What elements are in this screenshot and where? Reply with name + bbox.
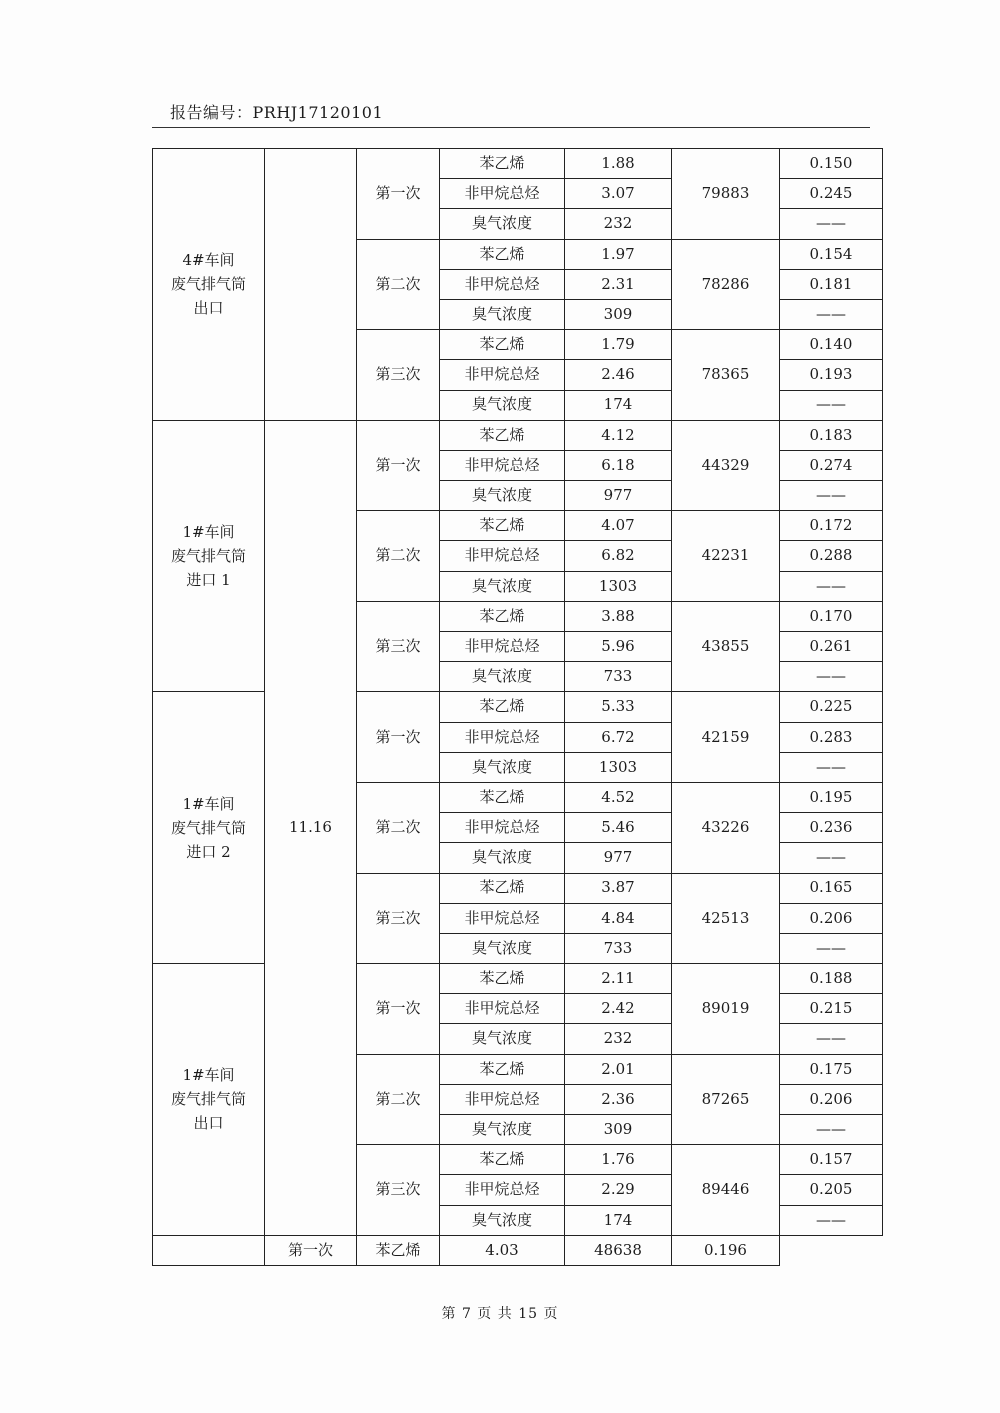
pollutant-cell: 臭气浓度 bbox=[440, 209, 565, 239]
flow-rate-cell: 42159 bbox=[672, 692, 780, 783]
pollutant-cell: 苯乙烯 bbox=[440, 964, 565, 994]
location-cell bbox=[153, 964, 265, 1236]
pollutant-cell: 臭气浓度 bbox=[440, 1115, 565, 1145]
concentration-cell: 4.12 bbox=[565, 420, 672, 450]
pollutant-cell: 非甲烷总烃 bbox=[440, 903, 565, 933]
flow-rate-cell: 89019 bbox=[672, 964, 780, 1055]
concentration-cell: 1303 bbox=[565, 571, 672, 601]
round-cell: 第三次 bbox=[357, 1145, 440, 1236]
round-cell: 第一次 bbox=[357, 964, 440, 1055]
pollutant-cell: 臭气浓度 bbox=[440, 1205, 565, 1235]
concentration-cell: 1.88 bbox=[565, 149, 672, 179]
pollutant-cell: 苯乙烯 bbox=[440, 1145, 565, 1175]
flow-rate-cell: 42231 bbox=[672, 511, 780, 602]
emission-rate-cell: 0.175 bbox=[780, 1054, 883, 1084]
round-cell: 第二次 bbox=[357, 1054, 440, 1145]
emission-rate-cell: 0.172 bbox=[780, 511, 883, 541]
concentration-cell: 309 bbox=[565, 1115, 672, 1145]
concentration-cell: 4.52 bbox=[565, 782, 672, 812]
emission-rate-cell: 0.196 bbox=[672, 1235, 780, 1265]
pollutant-cell: 非甲烷总烃 bbox=[440, 1084, 565, 1114]
concentration-cell: 232 bbox=[565, 209, 672, 239]
pollutant-cell: 苯乙烯 bbox=[440, 692, 565, 722]
table-row bbox=[153, 1235, 883, 1265]
emission-rate-cell: —— bbox=[780, 843, 883, 873]
location-line: 4#车间 bbox=[182, 251, 235, 270]
concentration-cell: 1.97 bbox=[565, 239, 672, 269]
date-cell: 11.16 bbox=[265, 420, 357, 1235]
pollutant-cell: 非甲烷总烃 bbox=[440, 179, 565, 209]
location-line: 废气排气筒 bbox=[170, 275, 246, 294]
pollutant-cell: 臭气浓度 bbox=[440, 390, 565, 420]
emission-rate-cell: —— bbox=[780, 481, 883, 511]
concentration-cell: 3.07 bbox=[565, 179, 672, 209]
location-line: 出口 bbox=[193, 299, 224, 318]
round-cell: 第一次 bbox=[357, 692, 440, 783]
pollutant-cell: 非甲烷总烃 bbox=[440, 541, 565, 571]
location-line: 废气排气筒 bbox=[170, 1090, 246, 1109]
concentration-cell: 2.01 bbox=[565, 1054, 672, 1084]
emission-rate-cell: —— bbox=[780, 1024, 883, 1054]
concentration-cell: 2.42 bbox=[565, 994, 672, 1024]
emission-rate-cell: 0.188 bbox=[780, 964, 883, 994]
concentration-cell: 4.03 bbox=[440, 1235, 565, 1265]
pollutant-cell: 苯乙烯 bbox=[440, 782, 565, 812]
emission-rate-cell: 0.183 bbox=[780, 420, 883, 450]
location-line: 1#车间 bbox=[182, 1066, 235, 1085]
concentration-cell: 232 bbox=[565, 1024, 672, 1054]
concentration-cell: 2.29 bbox=[565, 1175, 672, 1205]
location-cell bbox=[153, 1235, 265, 1265]
concentration-cell: 4.07 bbox=[565, 511, 672, 541]
emission-rate-cell: —— bbox=[780, 390, 883, 420]
table-row bbox=[153, 149, 883, 179]
date-cell-empty bbox=[265, 149, 357, 421]
location-line: 出口 bbox=[193, 1114, 224, 1133]
concentration-cell: 1.79 bbox=[565, 330, 672, 360]
round-cell: 第一次 bbox=[357, 420, 440, 511]
concentration-cell: 309 bbox=[565, 299, 672, 329]
emission-rate-cell: —— bbox=[780, 299, 883, 329]
location-cell bbox=[153, 149, 265, 421]
location-line: 废气排气筒 bbox=[170, 818, 246, 837]
round-cell: 第一次 bbox=[265, 1235, 357, 1265]
emission-rate-cell: —— bbox=[780, 1115, 883, 1145]
emission-rate-cell: 0.245 bbox=[780, 179, 883, 209]
location-line: 1#车间 bbox=[182, 523, 235, 542]
round-cell: 第二次 bbox=[357, 511, 440, 602]
concentration-cell: 174 bbox=[565, 1205, 672, 1235]
flow-rate-cell: 78286 bbox=[672, 239, 780, 330]
location-cell bbox=[153, 692, 265, 964]
round-cell: 第三次 bbox=[357, 330, 440, 421]
pollutant-cell: 苯乙烯 bbox=[440, 149, 565, 179]
location-line: 进口 1 bbox=[186, 571, 231, 590]
flow-rate-cell: 44329 bbox=[672, 420, 780, 511]
concentration-cell: 733 bbox=[565, 933, 672, 963]
emission-rate-cell: 0.205 bbox=[780, 1175, 883, 1205]
location-line: 进口 2 bbox=[186, 842, 231, 861]
concentration-cell: 977 bbox=[565, 843, 672, 873]
page-footer: 第 7 页 共 15 页 bbox=[441, 1306, 559, 1322]
emission-rate-cell: 0.206 bbox=[780, 1084, 883, 1114]
concentration-cell: 5.46 bbox=[565, 813, 672, 843]
concentration-cell: 2.11 bbox=[565, 964, 672, 994]
pollutant-cell: 非甲烷总烃 bbox=[440, 450, 565, 480]
concentration-cell: 733 bbox=[565, 662, 672, 692]
emission-data-table bbox=[152, 148, 883, 1266]
emission-rate-cell: 0.140 bbox=[780, 330, 883, 360]
location-cell bbox=[153, 420, 265, 692]
concentration-cell: 2.31 bbox=[565, 269, 672, 299]
flow-rate-cell: 48638 bbox=[565, 1235, 672, 1265]
concentration-cell: 3.87 bbox=[565, 873, 672, 903]
pollutant-cell: 苯乙烯 bbox=[440, 601, 565, 631]
emission-rate-cell: 0.165 bbox=[780, 873, 883, 903]
emission-rate-cell: —— bbox=[780, 571, 883, 601]
pollutant-cell: 臭气浓度 bbox=[440, 299, 565, 329]
emission-rate-cell: —— bbox=[780, 752, 883, 782]
concentration-cell: 5.33 bbox=[565, 692, 672, 722]
emission-rate-cell: 0.154 bbox=[780, 239, 883, 269]
concentration-cell: 6.82 bbox=[565, 541, 672, 571]
flow-rate-cell: 87265 bbox=[672, 1054, 780, 1145]
emission-rate-cell: 0.288 bbox=[780, 541, 883, 571]
emission-rate-cell: 0.157 bbox=[780, 1145, 883, 1175]
emission-rate-cell: 0.195 bbox=[780, 782, 883, 812]
concentration-cell: 4.84 bbox=[565, 903, 672, 933]
pollutant-cell: 非甲烷总烃 bbox=[440, 994, 565, 1024]
concentration-cell: 2.36 bbox=[565, 1084, 672, 1114]
round-cell: 第二次 bbox=[357, 239, 440, 330]
emission-rate-cell: 0.236 bbox=[780, 813, 883, 843]
pollutant-cell: 臭气浓度 bbox=[440, 1024, 565, 1054]
emission-rate-cell: 0.225 bbox=[780, 692, 883, 722]
pollutant-cell: 苯乙烯 bbox=[440, 420, 565, 450]
round-cell: 第二次 bbox=[357, 782, 440, 873]
pollutant-cell: 非甲烷总烃 bbox=[440, 360, 565, 390]
emission-rate-cell: —— bbox=[780, 933, 883, 963]
location-line: 1#车间 bbox=[182, 794, 235, 813]
emission-rate-cell: 0.274 bbox=[780, 450, 883, 480]
table-row bbox=[153, 692, 883, 722]
pollutant-cell: 非甲烷总烃 bbox=[440, 632, 565, 662]
flow-rate-cell: 79883 bbox=[672, 149, 780, 240]
emission-rate-cell: 0.181 bbox=[780, 269, 883, 299]
emission-rate-cell: 0.261 bbox=[780, 632, 883, 662]
emission-rate-cell: 0.150 bbox=[780, 149, 883, 179]
pollutant-cell: 臭气浓度 bbox=[440, 662, 565, 692]
flow-rate-cell: 43226 bbox=[672, 782, 780, 873]
concentration-cell: 6.72 bbox=[565, 722, 672, 752]
emission-rate-cell: —— bbox=[780, 1205, 883, 1235]
round-cell: 第三次 bbox=[357, 873, 440, 964]
pollutant-cell: 非甲烷总烃 bbox=[440, 813, 565, 843]
pollutant-cell: 苯乙烯 bbox=[440, 873, 565, 903]
concentration-cell: 3.88 bbox=[565, 601, 672, 631]
concentration-cell: 174 bbox=[565, 390, 672, 420]
concentration-cell: 2.46 bbox=[565, 360, 672, 390]
table-row bbox=[153, 964, 883, 994]
concentration-cell: 977 bbox=[565, 481, 672, 511]
location-line: 废气排气筒 bbox=[170, 547, 246, 566]
concentration-cell: 1303 bbox=[565, 752, 672, 782]
pollutant-cell: 臭气浓度 bbox=[440, 571, 565, 601]
pollutant-cell: 臭气浓度 bbox=[440, 933, 565, 963]
header-rule bbox=[152, 127, 870, 128]
pollutant-cell: 非甲烷总烃 bbox=[440, 1175, 565, 1205]
pollutant-cell: 苯乙烯 bbox=[357, 1235, 440, 1265]
pollutant-cell: 臭气浓度 bbox=[440, 843, 565, 873]
concentration-cell: 1.76 bbox=[565, 1145, 672, 1175]
emission-rate-cell: —— bbox=[780, 209, 883, 239]
report-number: 报告编号：PRHJ17120101 bbox=[170, 103, 384, 122]
emission-rate-cell: 0.193 bbox=[780, 360, 883, 390]
pollutant-cell: 臭气浓度 bbox=[440, 481, 565, 511]
emission-rate-cell: 0.215 bbox=[780, 994, 883, 1024]
emission-rate-cell: —— bbox=[780, 662, 883, 692]
pollutant-cell: 苯乙烯 bbox=[440, 239, 565, 269]
pollutant-cell: 苯乙烯 bbox=[440, 330, 565, 360]
emission-rate-cell: 0.206 bbox=[780, 903, 883, 933]
table-row bbox=[153, 420, 883, 450]
concentration-cell: 6.18 bbox=[565, 450, 672, 480]
pollutant-cell: 苯乙烯 bbox=[440, 1054, 565, 1084]
round-cell: 第三次 bbox=[357, 601, 440, 692]
pollutant-cell: 非甲烷总烃 bbox=[440, 269, 565, 299]
flow-rate-cell: 78365 bbox=[672, 330, 780, 421]
pollutant-cell: 非甲烷总烃 bbox=[440, 722, 565, 752]
round-cell: 第一次 bbox=[357, 149, 440, 240]
concentration-cell: 5.96 bbox=[565, 632, 672, 662]
flow-rate-cell: 43855 bbox=[672, 601, 780, 692]
pollutant-cell: 臭气浓度 bbox=[440, 752, 565, 782]
flow-rate-cell: 42513 bbox=[672, 873, 780, 964]
pollutant-cell: 苯乙烯 bbox=[440, 511, 565, 541]
emission-rate-cell: 0.283 bbox=[780, 722, 883, 752]
flow-rate-cell: 89446 bbox=[672, 1145, 780, 1236]
emission-rate-cell: 0.170 bbox=[780, 601, 883, 631]
